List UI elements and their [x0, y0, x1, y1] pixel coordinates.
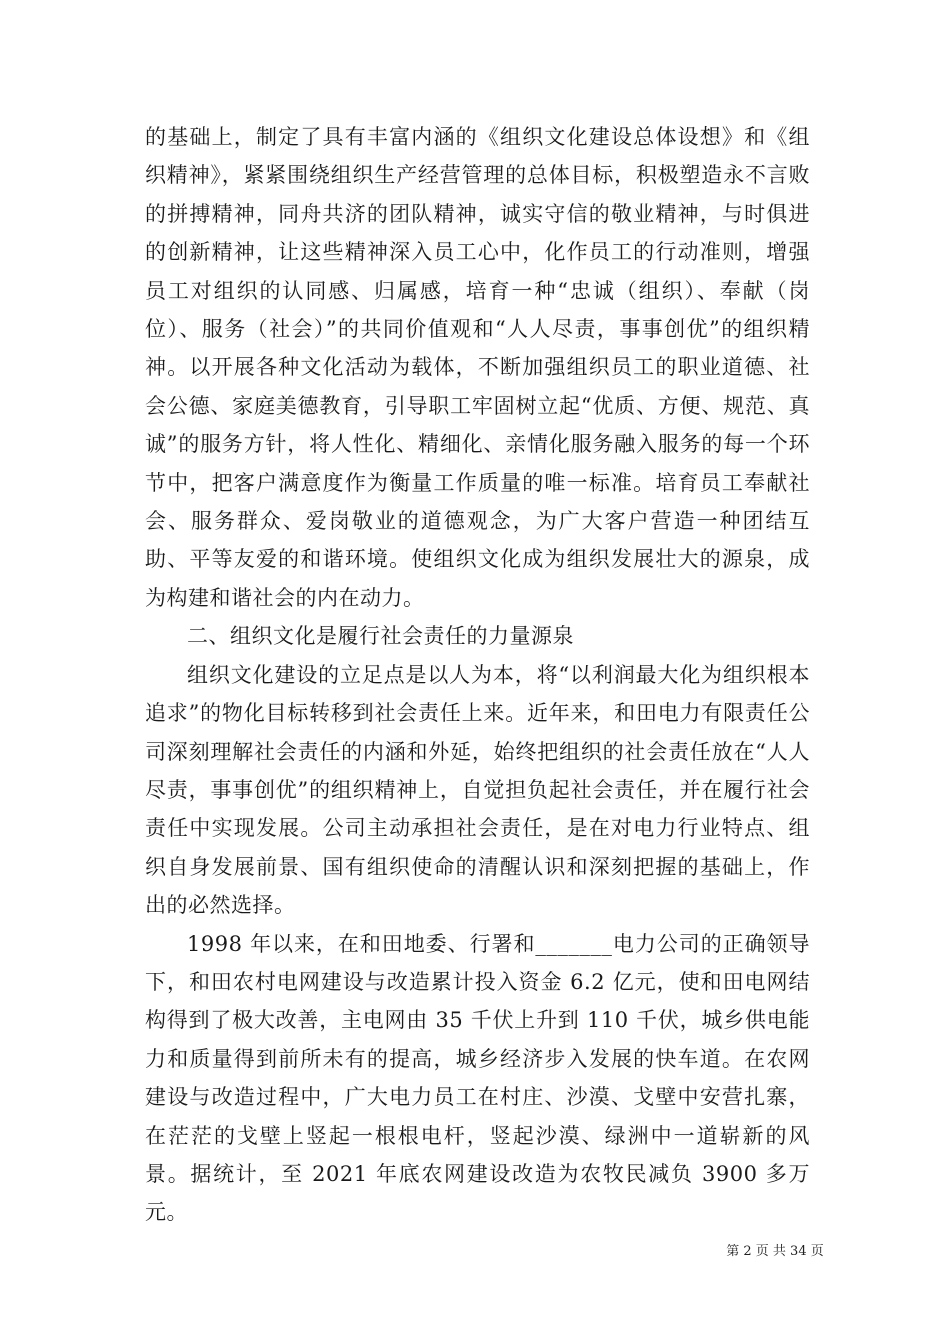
paragraph-3: 组织文化建设的立足点是以人为本，将“以利润最大化为组织根本追求”的物化目标转移到社会责任上来。近年来，和田电力有限责任公司深刻理解社会责任的内涵和外延，始终把组织的社会责任放在“人人尽责，事事创优”的组织精神上，自觉担负起社会责任，并在履行社会责任中实现发展。公司主动承担社会责任，是在对电力行业特点、组织自身发展前景、国有组织使命的清醒认识和深刻把握的基础上，作出的必然选择。 — [145, 662, 810, 918]
page-number: 第 2 页 共 34 页 — [726, 1244, 824, 1259]
section-heading: 二、组织文化是履行社会责任的力量源泉 — [187, 624, 574, 649]
document-body — [145, 118, 810, 1232]
page-footer — [0, 1240, 950, 1259]
paragraph-1: 的基础上，制定了具有丰富内涵的《组织文化建设总体设想》和《组织精神》，紧紧围绕组织生产经营管理的总体目标，积极塑造永不言败的拼搏精神，同舟共济的团队精神，诚实守信的敬业精神，与时俱进的创新精神，让这些精神深入员工心中，化作员工的行动准则，增强员工对组织的认同感、归属感，培育一种“忠诚（组织）、奉献（岗位）、服务（社会）”的共同价值观和“人人尽责，事事创优”的组织精神。以开展各种文化活动为载体，不断加强组织员工的职业道德、社会公德、家庭美德教育，引导职工牢固树立起“优质、方便、规范、真诚”的服务方针，将人性化、精细化、亲情化服务融入服务的每一个环节中，把客户满意度作为衡量工作质量的唯一标准。培育员工奉献社会、服务群众、爱岗敬业的道德观念，为广大客户营造一种团结互助、平等友爱的和谐环境。使组织文化成为组织发展壮大的源泉，成为构建和谐社会的内在动力。 — [145, 125, 810, 610]
paragraph-4: 1998 年以来，在和田地委、行署和_______电力公司的正确领导下，和田农村电网建设与改造累计投入资金 6.2 亿元，使和田电网结构得到了极大改善，主电网由 35 千伏上升到 110 千伏，城乡供电能力和质量得到前所未有的提高，城乡经济步入发展的快车道。在农网建设与改造过程中，广大电力员工在村庄、沙漠、戈壁中安营扎寨，在茫茫的戈壁上竖起一根根电杆，竖起沙漠、绿洲中一道崭新的风景。据统计，至 2021 年底农网建设改造为农牧民减负 3900 多万元。 — [145, 931, 810, 1225]
